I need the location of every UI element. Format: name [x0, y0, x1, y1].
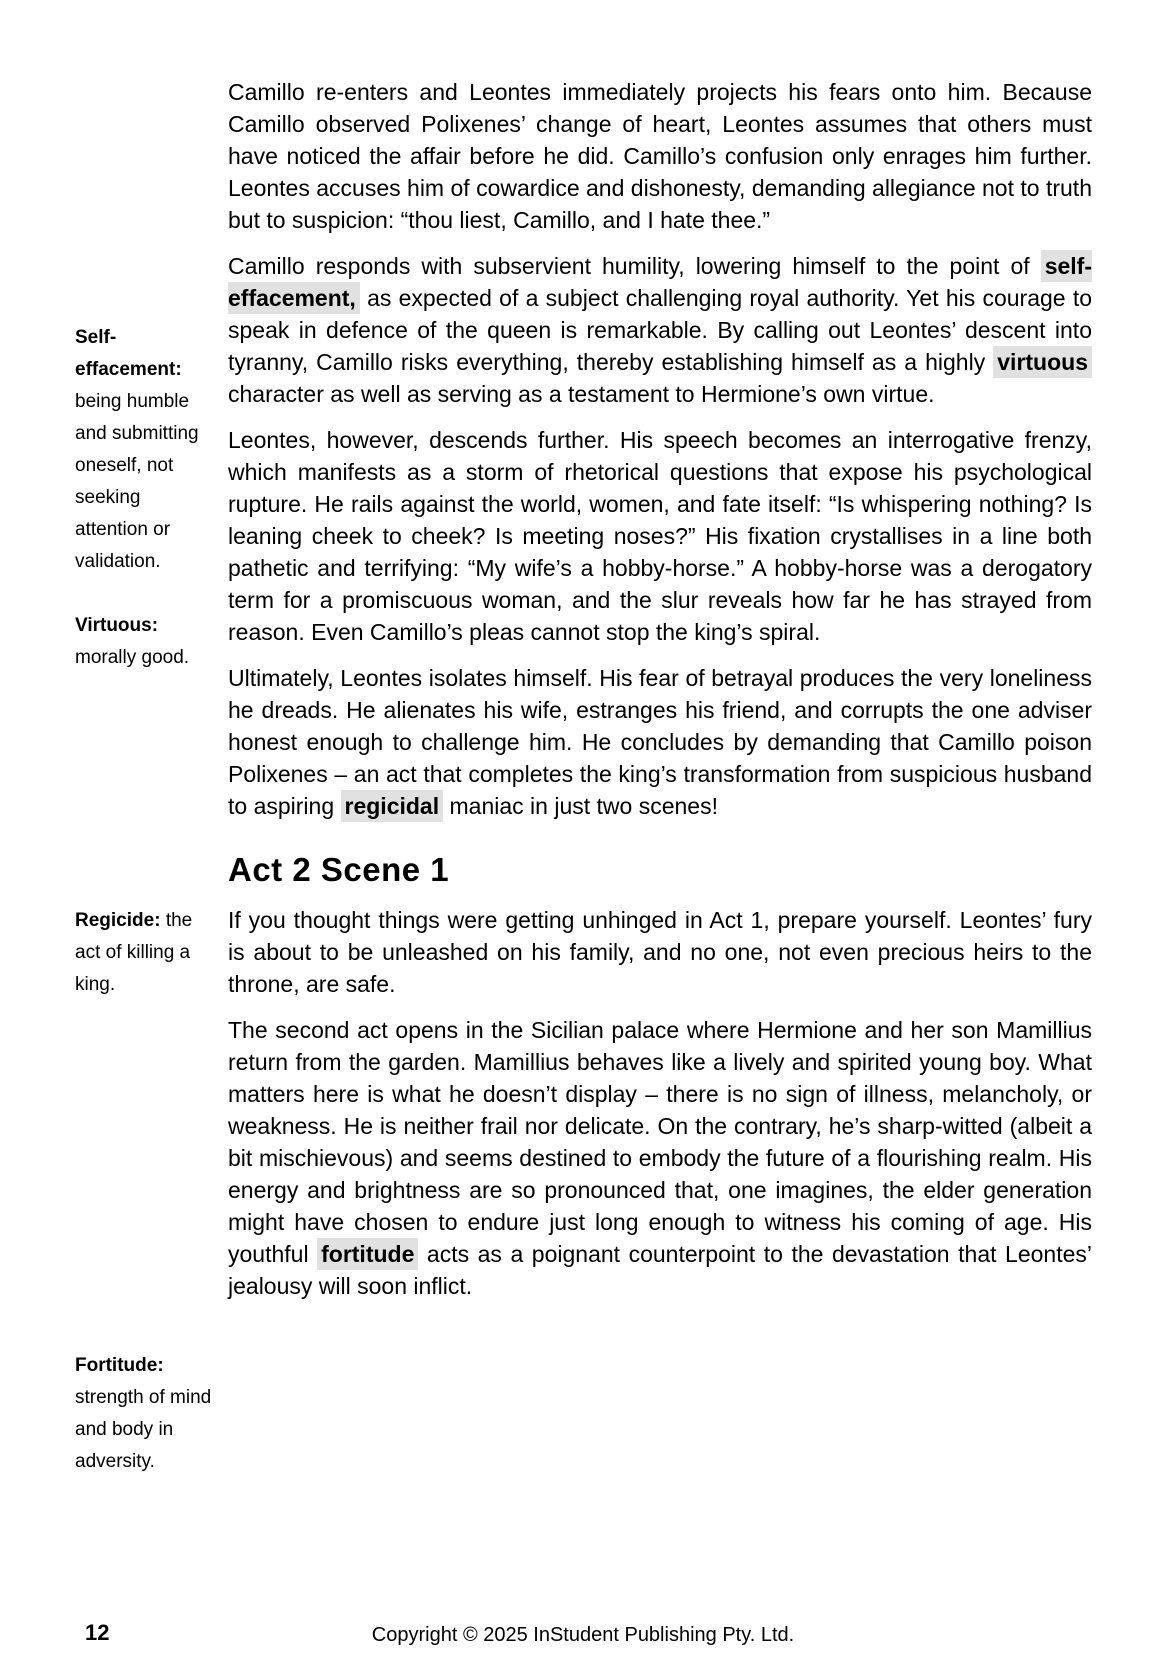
margin-note-definition: strength of mind and body in adversity. — [75, 1387, 212, 1472]
glossary-term-highlight: fortitude — [317, 1238, 418, 1270]
body-paragraph: Ultimately, Leontes isolates himself. His fear of betrayal produces the very loneliness he dreads. He alienates his wife, estranges his friend, and corrupts the one adviser honest enough to challenge him. He concludes by demanding that Camillo poison Polixenes – an act that completes the king’s transformation from suspicious husband to aspiring regicidal maniac in just two scenes! — [228, 662, 1092, 822]
glossary-term-highlight: self-effacement, — [228, 250, 1092, 314]
body-paragraph: The second act opens in the Sicilian palace where Hermione and her son Mamillius return from the garden. Mamillius behaves like a lively and spirited young boy. What matters here is what he doesn’t display – there is no sign of illness, melancholy, or weakness. He is neither frail nor delicate. On the contrary, he’s sharp-witted (albeit a bit mischievous) and seems destined to embody the future of a flourishing realm. His energy and brightness are so pronounced that, one imagines, the elder generation might have chosen to endure just long enough to witness his coming of age. His youthful fortitude acts as a poignant counterpoint to the devastation that Leontes’ jealousy will soon inflict. — [228, 1017, 1093, 1299]
glossary-term-highlight: virtuous — [993, 346, 1092, 378]
margin-note-regicide — [75, 905, 217, 1001]
body-paragraph: If you thought things were getting unhinged in Act 1, prepare yourself. Leontes’ fury is about to be unleashed on his family, and no one, not even precious heirs to the throne, are safe. — [228, 907, 1092, 997]
body-paragraph: Leontes, however, descends further. His speech becomes an interrogative frenzy, which manifests as a storm of rhetorical questions that expose his psychological rupture. He rails against the world, women, and fate itself: “Is whispering nothing? Is leaning cheek to cheek? Is meeting noses?” His fixation crystallises in a line both pathetic and terrifying: “My wife’s a hobby-horse.” A hobby-horse was a derogatory term for a promiscuous woman, and the slur reveals how far he has strayed from reason. Even Camillo’s pleas cannot stop the king’s spiral. — [228, 427, 1092, 645]
body-text-column — [228, 76, 1092, 1316]
section-heading: Act 2 Scene 1 — [228, 851, 450, 888]
margin-note-self-effacement — [75, 322, 217, 578]
glossary-term-highlight: regicidal — [341, 790, 444, 822]
margin-note-definition: morally good. — [75, 647, 190, 668]
copyright-line: Copyright © 2025 InStudent Publishing Pty. Ltd. — [371, 1624, 795, 1646]
margin-note-term: Self-effacement: — [75, 327, 182, 380]
page-number: 12 — [85, 1620, 110, 1645]
margin-note-definition: being humble and submitting oneself, not seeking attention or validation. — [75, 391, 199, 572]
body-paragraph: Camillo responds with subservient humility, lowering himself to the point of self-effacement, as expected of a subject challenging royal authority. Yet his courage to speak in defence of the queen is remarkable. By calling out Leontes’ descent into tyranny, Camillo risks everything, thereby establishing himself as a highly virtuous character as well as serving as a testament to Hermione’s own virtue. — [228, 250, 1092, 410]
margin-note-virtuous — [75, 610, 217, 674]
margin-note-definition: the act of killing a king. — [75, 910, 193, 995]
margin-note-term: Fortitude: — [75, 1355, 164, 1376]
margin-note-term: Virtuous: — [75, 615, 159, 636]
margin-note-term: Regicide: — [75, 910, 161, 931]
margin-note-fortitude — [75, 1350, 217, 1478]
body-paragraph: Camillo re-enters and Leontes immediately projects his fears onto him. Because Camillo observed Polixenes’ change of heart, Leontes assumes that others must have noticed the affair before he did. Camillo’s confusion only enrages him further. Leontes accuses him of cowardice and dishonesty, demanding allegiance not to truth but to suspicion: “thou liest, Camillo, and I hate thee.” — [228, 79, 1092, 233]
